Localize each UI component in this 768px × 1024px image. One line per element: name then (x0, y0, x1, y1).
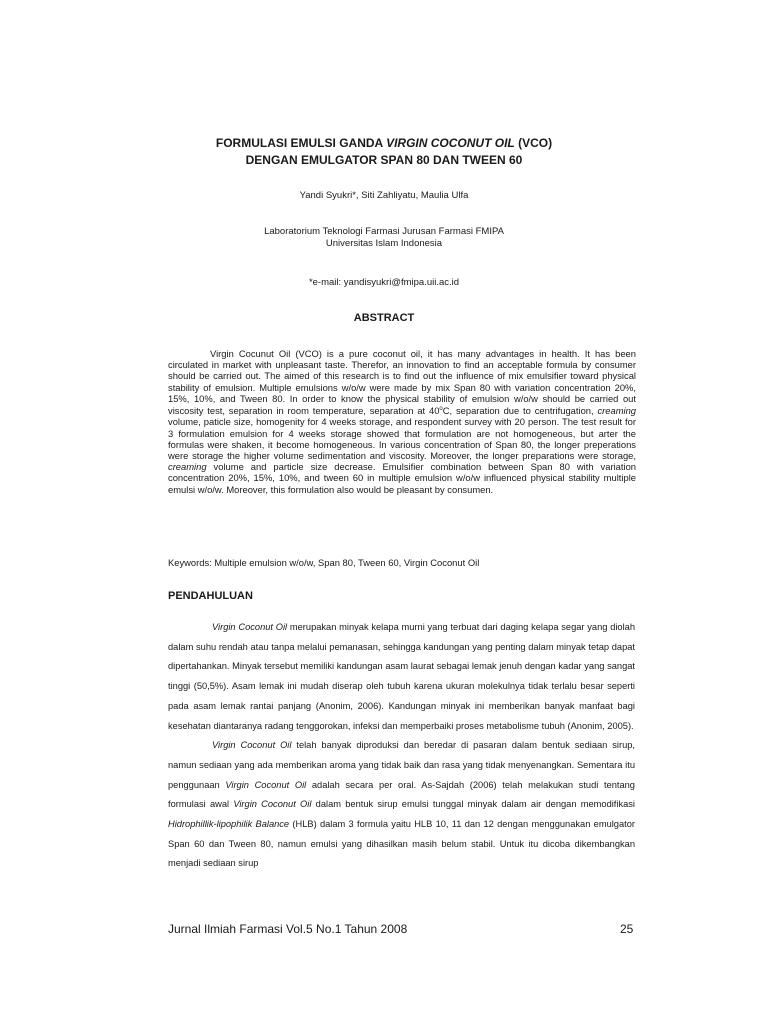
keywords: Keywords: Multiple emulsion w/o/w, Span 80, Tween 60, Virgin Coconut Oil (168, 557, 480, 568)
abstract-part-2: C, separation due to centrifugation, (442, 405, 598, 417)
body-italic: Virgin Coconut Oil (212, 740, 292, 751)
abstract-heading: ABSTRACT (353, 312, 415, 324)
paper-title (0, 135, 768, 169)
title-text: FORMULASI EMULSI GANDA (215, 136, 387, 150)
abstract-text (168, 348, 636, 495)
abstract-italic-2: creaming (168, 461, 207, 473)
degree-sign: o (439, 406, 443, 413)
title-italic: VIRGIN COCONUT OIL (386, 136, 515, 150)
abstract-part-4: volume and particle size decrease. Emulsifier combination between Span 80 with variation concentration 20%, 15%, 10%, and tween 60 in multiple emulsion w/o/w influenced physical stability multiple emulsi w/o/w. Moreover, this formulation also would be pleasant by consumen. (168, 461, 636, 495)
abstract-part-3: volume, paticle size, homogenity for 4 weeks storage, and respondent survey with 20 person. The test result for 3 formulation emulsion for 4 weeks storage showed that formulation are not homogeneous, but arter the formulas were shaken, it become homogeneous. In various concentration of Span 80, the longer preperations were storage the higher volume sedimentation and viscosity. Moreover, the longer preparations were storage, (168, 416, 636, 461)
affiliation-line-1: Laboratorium Teknologi Farmasi Jurusan Farmasi FMIPA (264, 226, 504, 237)
email: *e-mail: yandisyukri@fmipa.uii.ac.id (308, 277, 460, 288)
body-text (168, 618, 635, 874)
body-italic: Virgin Coconut Oil (225, 779, 307, 790)
body-text-span: adalah secara per oral. As-Sajdah (2006) telah melakukan studi tentang formulasi awal (168, 779, 635, 810)
body-paragraph-2 (168, 736, 635, 874)
abstract-italic-1: creaming (597, 405, 637, 417)
title-line-2: DENGAN EMULGATOR SPAN 80 DAN TWEEN 60 (245, 153, 523, 167)
body-paragraph-1 (168, 618, 635, 736)
body-italic: Virgin Coconut Oil (212, 622, 288, 632)
body-text-span: (HLB) dalam 3 formula yaitu HLB 10, 11 dan 12 dengan menggunakan emulgator Span 60 dan Tween 80, namun emulsi yang dihasilkan masih belum stabil. Untuk itu dicoba dikembangkan menjadi sediaan sirup (168, 819, 635, 869)
body-italic: Hidrophillik-lipophilik Balance (168, 819, 290, 830)
page-number: 25 (620, 922, 634, 936)
body-text-span: telah banyak diproduksi dan beredar di pasaran dalam bentuk sediaan sirup, namun sediaan yang ada memberikan aroma yang tidak baik dan rasa yang tidak menyenangkan. Sementara itu penggunaan (168, 740, 635, 790)
title-suffix: (VCO) (514, 136, 553, 150)
section-heading: PENDAHULUAN (168, 590, 253, 602)
affiliation (0, 226, 768, 250)
body-text-span: dalam bentuk sirup emulsi tunggal minyak dalam air dengan memodifikasi (311, 799, 635, 810)
authors: Yandi Syukri*, Siti Zahliyatu, Maulia Ulfa (299, 190, 469, 201)
title-line-1 (0, 135, 768, 152)
body-italic: Virgin Coconut Oil (233, 799, 312, 810)
footer-journal: Jurnal Ilmiah Farmasi Vol.5 No.1 Tahun 2008 (168, 922, 408, 936)
affiliation-line-2: Universitas Islam Indonesia (325, 238, 443, 249)
body-text-span: merupakan minyak kelapa murni yang terbuat dari daging kelapa segar yang diolah dalam suhu rendah atau tanpa melalui pemanasan, sehingga kandungan yang penting dalam minyak tetap dapat dipertahankan. Minyak tersebut memiliki kandungan asam laurat sebagai lemak jenuh dengan kadar yang sangat tinggi (50,5%). Asam lemak ini mudah diserap oleh tubuh karena ukuran molekulnya tidak terlalu besar seperti pada asam lemak rantai panjang (Anonim, 2006). Kandungan minyak ini memberikan banyak manfaat bagi kesehatan diantaranya radang tenggorokan, infeksi dan memperbaiki proses metabolisme tubuh (Anonim, 2005). (168, 622, 636, 731)
abstract-part-1: Virgin Cocunut Oil (VCO) is a pure coconut oil, it has many advantages in health. It has been circulated in market with unpleasant taste. Therefor, an innovation to find an acceptable formula by consumer should be carried out. The aimed of this research is to find out the influence of mix emulsifier toward physical stability of emulsion. Multiple emulsions w/o/w were made by mix Span 80 with variation concentration 20%, 15%, 10%, and Tween 80. In order to know the physical stability of emulsion w/o/w should be carried out viscosity test, separation in room temperature, separation at 40 (168, 348, 636, 417)
